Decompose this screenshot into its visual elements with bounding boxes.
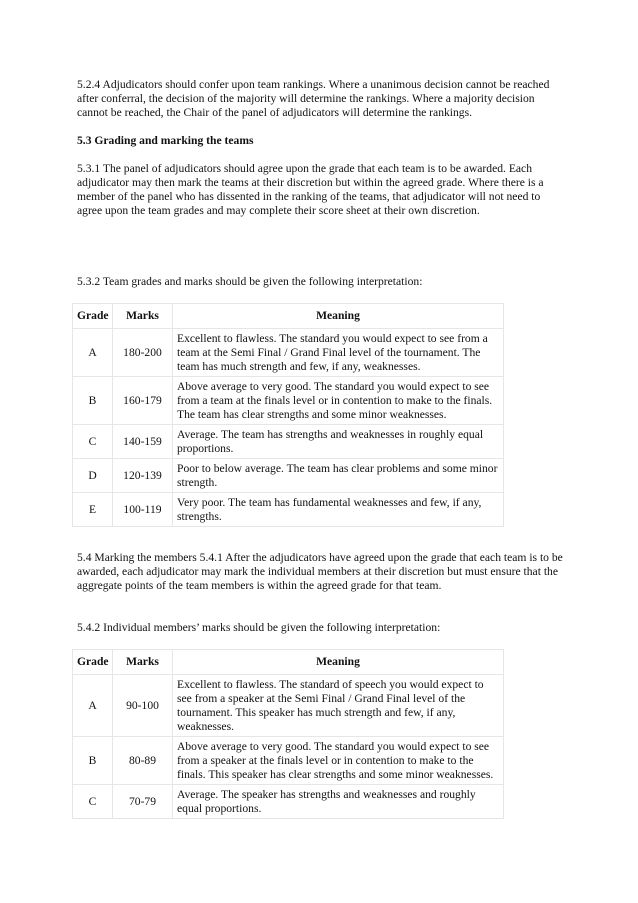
header-marks: Marks xyxy=(113,650,173,675)
table-row xyxy=(73,493,504,527)
header-grade: Grade xyxy=(73,650,113,675)
table-row xyxy=(73,425,504,459)
member-grades-table xyxy=(72,649,504,819)
marks-cell: 120-139 xyxy=(113,459,173,493)
grade-cell: A xyxy=(73,675,113,737)
table-row xyxy=(73,675,504,737)
meaning-cell: Poor to below average. The team has clear problems and some minor strength. xyxy=(173,459,504,493)
grade-cell: E xyxy=(73,493,113,527)
marks-cell: 80-89 xyxy=(113,737,173,785)
table-row xyxy=(73,737,504,785)
table-row xyxy=(73,459,504,493)
meaning-cell: Above average to very good. The standard you would expect to see from a team at the finals level or in contention to make to the finals. The team has clear strengths and some minor weaknesses. xyxy=(173,377,504,425)
grade-cell: A xyxy=(73,329,113,377)
paragraph-5-4: 5.4 Marking the members 5.4.1 After the adjudicators have agreed upon the grade that each team is to be awarded, each adjudicator may mark the individual members at their discretion but must ensure that the aggregate points of the team members is within the agreed grade for that team. xyxy=(77,551,563,592)
table-row xyxy=(73,377,504,425)
marks-cell: 90-100 xyxy=(113,675,173,737)
meaning-cell: Very poor. The team has fundamental weaknesses and few, if any, strengths. xyxy=(173,493,504,527)
header-meaning: Meaning xyxy=(173,304,504,329)
paragraph-5-4-2: 5.4.2 Individual members’ marks should be given the following interpretation: xyxy=(77,621,441,634)
header-meaning: Meaning xyxy=(173,650,504,675)
table-header-row xyxy=(73,304,504,329)
grade-cell: C xyxy=(73,785,113,819)
header-grade: Grade xyxy=(73,304,113,329)
meaning-cell: Average. The speaker has strengths and weaknesses and roughly equal proportions. xyxy=(173,785,504,819)
table-row xyxy=(73,785,504,819)
marks-cell: 180-200 xyxy=(113,329,173,377)
paragraph-5-3-1: 5.3.1 The panel of adjudicators should agree upon the grade that each team is to be awarded. Each adjudicator may then mark the teams at their discretion but within the agreed grade. Where there is a member of the panel who has dissented in the ranking of the teams, that adjudicator will not need to agree upon the team grades and may complete their score sheet at their own discretion. xyxy=(77,162,544,217)
table-header-row xyxy=(73,650,504,675)
grade-cell: B xyxy=(73,737,113,785)
grade-cell: D xyxy=(73,459,113,493)
section-heading-5-3: 5.3 Grading and marking the teams xyxy=(77,134,254,147)
meaning-cell: Average. The team has strengths and weaknesses in roughly equal proportions. xyxy=(173,425,504,459)
grade-cell: C xyxy=(73,425,113,459)
marks-cell: 70-79 xyxy=(113,785,173,819)
marks-cell: 140-159 xyxy=(113,425,173,459)
table-row xyxy=(73,329,504,377)
meaning-cell: Excellent to flawless. The standard of speech you would expect to see from a speaker at the Semi Final / Grand Final level of the tournament. This speaker has much strength and few, if any, weaknesses. xyxy=(173,675,504,737)
marks-cell: 160-179 xyxy=(113,377,173,425)
paragraph-5-2-4: 5.2.4 Adjudicators should confer upon team rankings. Where a unanimous decision cannot be reached after conferral, the decision of the majority will determine the rankings. Where a majority decision cannot be reached, the Chair of the panel of adjudicators will determine the rankings. xyxy=(77,78,550,119)
team-grades-table xyxy=(72,303,504,527)
meaning-cell: Excellent to flawless. The standard you would expect to see from a team at the Semi Final / Grand Final level of the tournament. The team has much strength and few, if any, weaknesses. xyxy=(173,329,504,377)
paragraph-5-3-2: 5.3.2 Team grades and marks should be given the following interpretation: xyxy=(77,275,423,288)
meaning-cell: Above average to very good. The standard you would expect to see from a speaker at the finals level or in contention to make to the finals. This speaker has clear strengths and some minor weaknesses. xyxy=(173,737,504,785)
grade-cell: B xyxy=(73,377,113,425)
marks-cell: 100-119 xyxy=(113,493,173,527)
header-marks: Marks xyxy=(113,304,173,329)
